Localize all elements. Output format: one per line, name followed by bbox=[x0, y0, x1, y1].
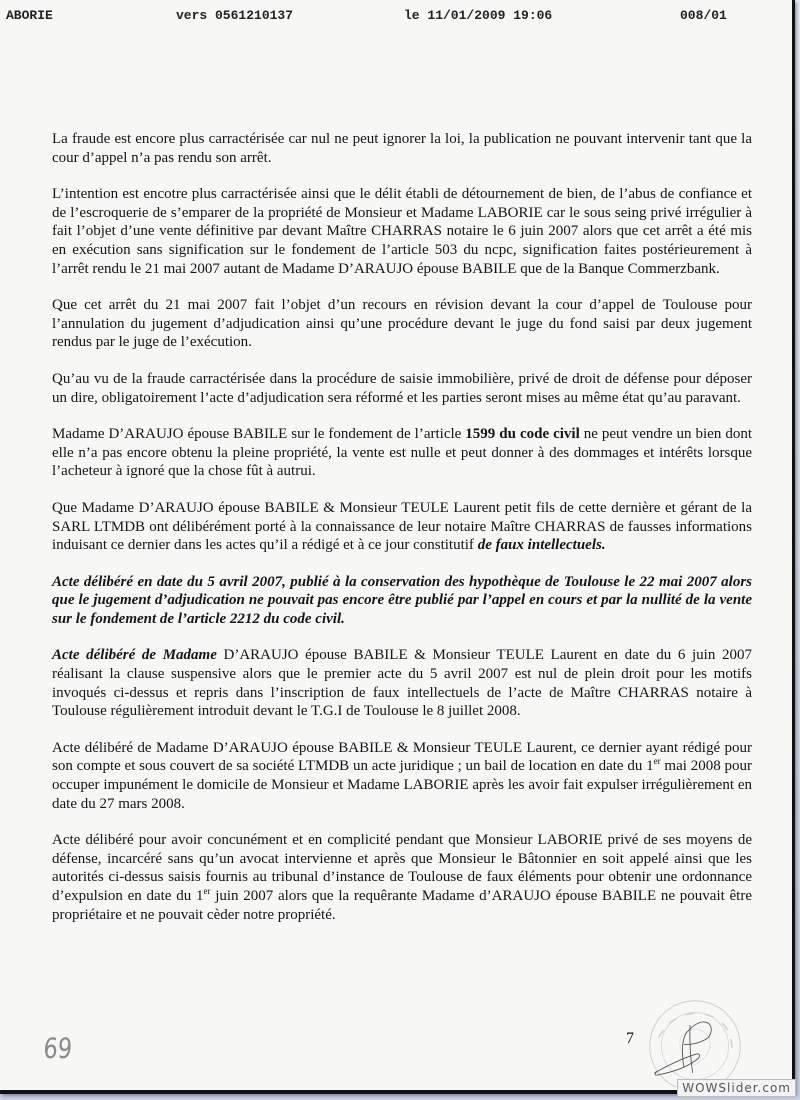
document-body bbox=[52, 130, 752, 942]
paragraph-text: Madame D’ARAUJO épouse BABILE sur le fondement de l’article bbox=[52, 426, 466, 443]
paragraph bbox=[52, 130, 752, 167]
emphasized-text: Acte délibéré de Madame bbox=[52, 647, 217, 664]
handwritten-signature bbox=[650, 1018, 730, 1080]
fax-destination: vers 0561210137 bbox=[176, 8, 294, 23]
paragraph-text: D’ARAUJO épouse BABILE & Monsieur TEULE Laurent en date du 6 juin 2007 réalisant la clause suspensive alors que le premier acte du 5 avril 2007 est nul de plein droit pour les motifs invoqués ci-dessus et repris dans l’inscription de faux intellectuels de l’acte de Maître CHARRAS notaire à Toulouse régulièrement introduit devant le T.G.I de Toulouse le 8 juillet 2008. bbox=[52, 647, 752, 720]
paragraph bbox=[52, 573, 752, 629]
paragraph-text: ne peut vendre un bien dont elle n’a pas encore obtenu la pleine propriété, la vente est nulle et peut donner à des dommages et intérêts lorsque l’acheteur à ignoré que la chose fût à autrui. bbox=[52, 426, 752, 480]
fax-datetime: le 11/01/2009 19:06 bbox=[404, 8, 553, 23]
emphasized-text: 1599 du code civil bbox=[465, 426, 580, 443]
fax-header bbox=[0, 8, 792, 26]
paragraph-text: mai 2008 pour occuper impunément le domicile de Monsieur et Madame LABORIE après les avoir fait expulser irrégulièrement en date du 27 mars 2008. bbox=[52, 758, 752, 812]
paragraph bbox=[52, 831, 752, 924]
paragraph bbox=[52, 425, 752, 481]
paragraph-text: juin 2007 alors que la requêrante Madame d’ARAUJO épouse BABILE ne pouvait être propriétaire et ne pouvait cèder notre propriété. bbox=[52, 888, 752, 923]
paragraph bbox=[52, 296, 752, 352]
paragraph-text: La fraude est encore plus carractérisée car nul ne peut ignorer la loi, la publication ne pouvant intervenir tant que la cour d’appel n’a pas rendu son arrêt. bbox=[52, 131, 752, 166]
fax-sender: ABORIE bbox=[6, 8, 53, 23]
fax-page-count: 008/01 bbox=[680, 8, 727, 23]
paragraph-text: L’intention est encotre plus carractérisée ainsi que le délit établi de détournement de bien, de l’abus de confiance et de l’escroquerie de s’emparer de la propriété de Monsieur et Madame LABORIE car le sous seing privé irrégulier à fait l’objet d’une vente définitive par devant Maître CHARRAS notaire le 6 juin 2007 alors que cet arrêt a été mis en exécution sans signification sur le fondement de l’article 503 du ncpc, signification faites postérieurement à l’arrêt rendu le 21 mai 2007 autant de Madame D’ARAUJO épouse BABILE que de la Banque Commerzbank. bbox=[52, 186, 752, 277]
emphasized-text: de faux intellectuels. bbox=[477, 537, 606, 554]
paragraph bbox=[52, 370, 752, 407]
paragraph bbox=[52, 499, 752, 555]
paragraph-text: Que Madame D’ARAUJO épouse BABILE & Monsieur TEULE Laurent petit fils de cette dernière et gérant de la SARL LTMDB ont délibérément porté à la connaissance de leur notaire Maître CHARRAS de fausses informations induisant ce dernier dans les actes qu’il a rédigé et à ce jour constitutif bbox=[52, 499, 752, 554]
paragraph bbox=[52, 739, 752, 813]
page-number: 7 bbox=[626, 1030, 634, 1047]
emphasized-text: Acte délibéré en date du 5 avril 2007, publié à la conservation des hypothèque de Toulouse le 22 mai 2007 alors que le jugement d’adjudication ne pouvait pas encore être publié par l’appel en cours et par la nullité de la vente sur le fondement de l’article 2212 du code civil. bbox=[52, 573, 752, 627]
paragraph-text: Qu’au vu de la fraude carractérisée dans la procédure de saisie immobilière, privé de droit de défense pour déposer un dire, obligatoirement l’acte d’adjudication sera réformé et les parties seront mises au même état qu’au paravant. bbox=[52, 370, 752, 406]
paragraph bbox=[52, 185, 752, 278]
handwritten-page-annotation: 69 bbox=[42, 1032, 74, 1065]
slider-watermark: WOWSlider.com bbox=[677, 1079, 796, 1097]
paragraph-text: Acte délibéré de Madame D’ARAUJO épouse BABILE & Monsieur TEULE Laurent, ce dernier ayant rédigé pour son compte et sous couvert de sa société LTMDB un acte juridique ; un bail de location en date du 1 bbox=[52, 739, 752, 775]
paragraph bbox=[52, 646, 752, 720]
superscript: er bbox=[653, 756, 661, 767]
paragraph-text: Acte délibéré pour avoir concunément et en complicité pendant que Monsieur LABORIE privé de ses moyens de défense, incarcéré sans qu’un avocat intervienne et après que Monsieur le Bâtonnier en soit appelé ainsi que les autorités ci-dessus saisis fournis au tribunal d’instance de Toulouse de faux éléments pour obtenir une ordonnance d’expulsion en date du 1 bbox=[52, 832, 752, 904]
paragraph-text: Que cet arrêt du 21 mai 2007 fait l’objet d’un recours en révision devant la cour d’appel de Toulouse pour l’annulation du jugement d’adjudication ainsi qu’une procédure devant le juge du fond saisi par deux jugement rendus par le juge de l’exécution. bbox=[52, 297, 752, 351]
superscript: er bbox=[203, 886, 211, 896]
